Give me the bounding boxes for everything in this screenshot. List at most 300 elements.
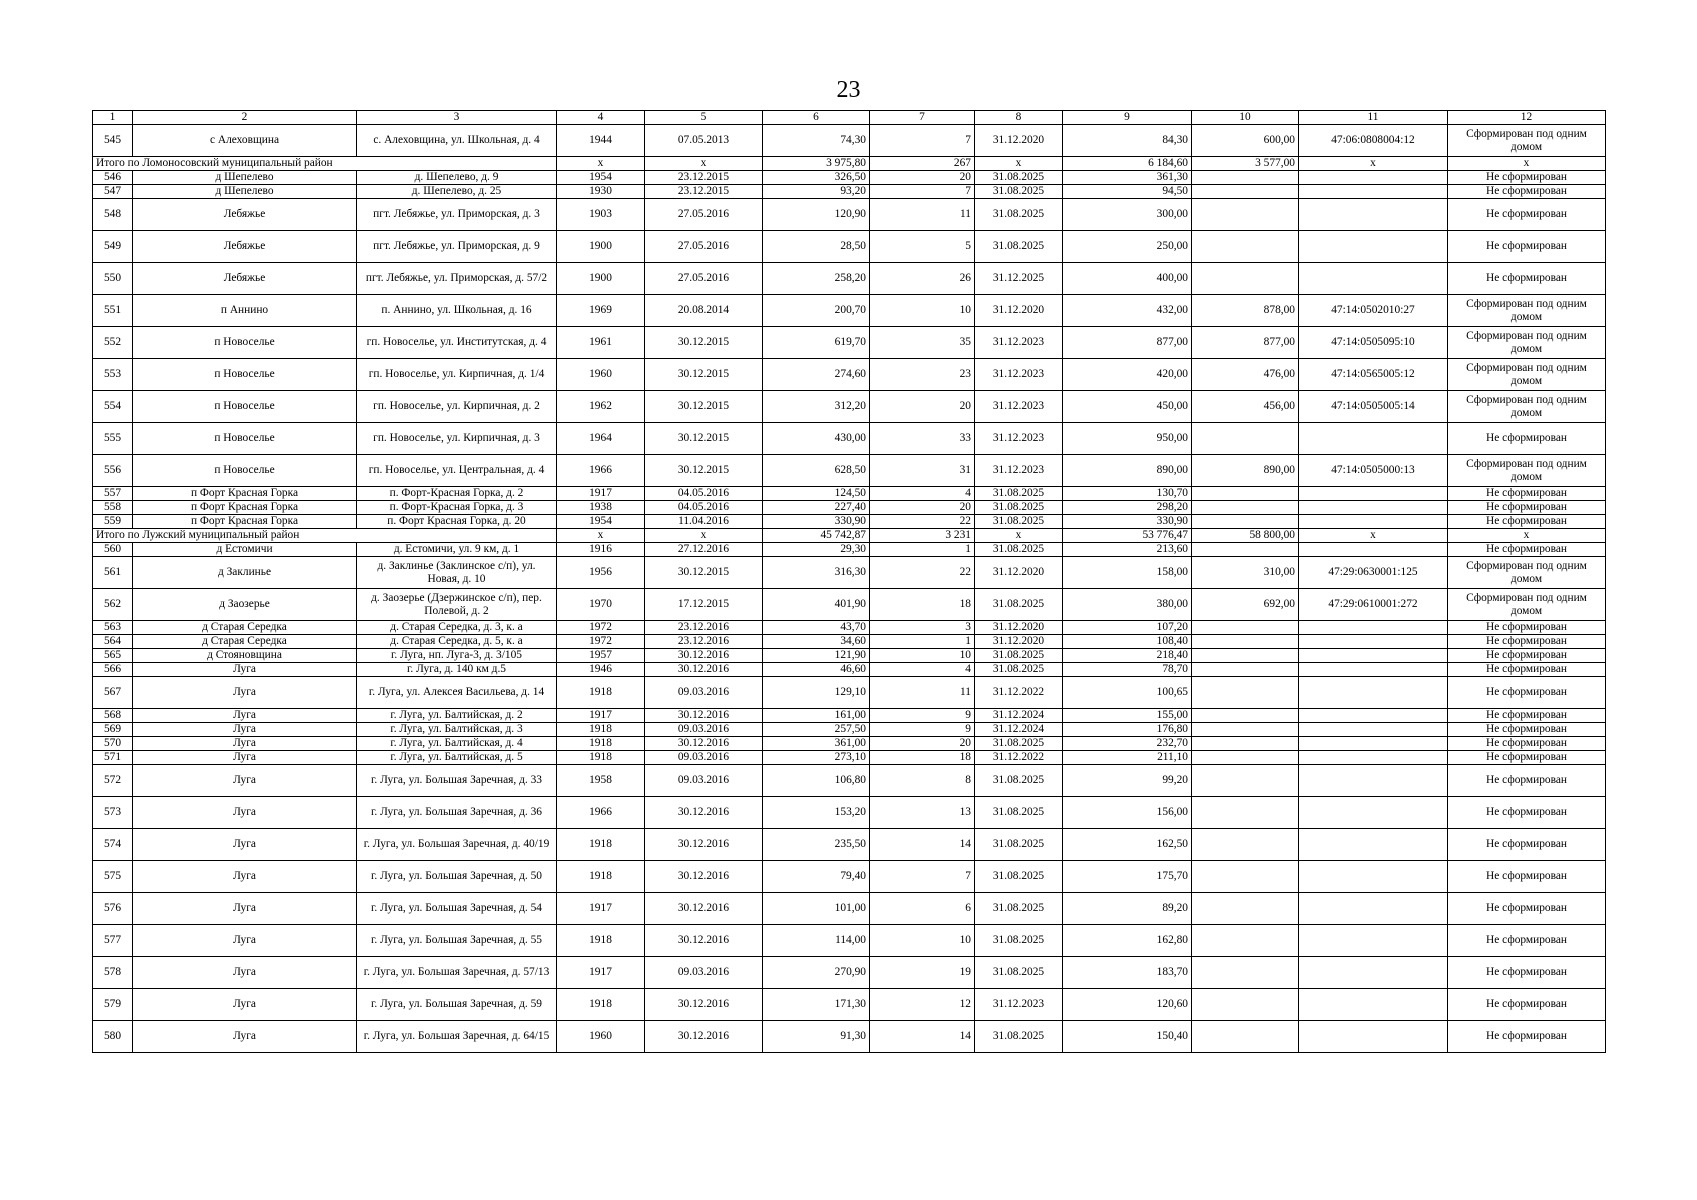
cell-land-area: [1192, 797, 1299, 829]
cell-cadastral-number: 47:29:0610001:272: [1299, 589, 1448, 621]
cell-year: 1964: [557, 423, 645, 455]
cell-num: 565: [93, 649, 133, 663]
cell-land-status: Не сформирован: [1448, 185, 1606, 199]
cell-settlement: д Заклинье: [133, 557, 357, 589]
cell-cadastral-number: [1299, 893, 1448, 925]
cell-area: 401,90: [763, 589, 870, 621]
cell-area: 330,90: [763, 515, 870, 529]
cell-residents: 35: [870, 327, 975, 359]
cell-cadastral-number: 47:29:0630001:125: [1299, 557, 1448, 589]
cell-residents: 1: [870, 635, 975, 649]
cell-residents: 7: [870, 861, 975, 893]
cell-address: д. Заозерье (Дзержинское с/п), пер. Полевой, д. 2: [357, 589, 557, 621]
cell-cost: 175,70: [1063, 861, 1192, 893]
cell-residents: 4: [870, 487, 975, 501]
cell-residents: 3: [870, 621, 975, 635]
cell-cost: 298,20: [1063, 501, 1192, 515]
cell-year: 1930: [557, 185, 645, 199]
cell-land-area: [1192, 829, 1299, 861]
cell-deadline: 31.08.2025: [975, 487, 1063, 501]
cell-year: 1918: [557, 989, 645, 1021]
cell-cost: 250,00: [1063, 231, 1192, 263]
cell-address: с. Алеховщина, ул. Школьная, д. 4: [357, 125, 557, 157]
table-row: [93, 557, 1606, 589]
table-row: [93, 185, 1606, 199]
cell-date: 09.03.2016: [645, 677, 763, 709]
table-row: [93, 263, 1606, 295]
cell-year: 1946: [557, 663, 645, 677]
cell-cadastral-number: [1299, 423, 1448, 455]
cell-land-area: 456,00: [1192, 391, 1299, 423]
table-row: [93, 171, 1606, 185]
cell-cost: 300,00: [1063, 199, 1192, 231]
table-row: [93, 1021, 1606, 1053]
cell-date: 30.12.2015: [645, 327, 763, 359]
cell-deadline: 31.08.2025: [975, 925, 1063, 957]
cell-address: г. Луга, д. 140 км д.5: [357, 663, 557, 677]
cell-cadastral-number: [1299, 925, 1448, 957]
cell-land-status: Не сформирован: [1448, 1021, 1606, 1053]
cell-land-status: Сформирован под одним домом: [1448, 359, 1606, 391]
cell-settlement: п Аннино: [133, 295, 357, 327]
cell-residents: 12: [870, 989, 975, 1021]
table-row: [93, 543, 1606, 557]
cell-deadline: 31.08.2025: [975, 1021, 1063, 1053]
cell-date: 30.12.2015: [645, 455, 763, 487]
cell-land-area: [1192, 765, 1299, 797]
column-header-address: 3: [357, 111, 557, 125]
cell-address: д. Естомичи, ул. 9 км, д. 1: [357, 543, 557, 557]
cell-num: 561: [93, 557, 133, 589]
cell-cost: 450,00: [1063, 391, 1192, 423]
cell-land-area: [1192, 501, 1299, 515]
cell-date: 30.12.2015: [645, 557, 763, 589]
cell-cadastral-number: [1299, 171, 1448, 185]
cell-num: 555: [93, 423, 133, 455]
cell-cost: 400,00: [1063, 263, 1192, 295]
cell-year: 1917: [557, 957, 645, 989]
cell-land-status: Не сформирован: [1448, 677, 1606, 709]
table-row: [93, 391, 1606, 423]
cell-cadastral-number: [1299, 263, 1448, 295]
cell-land-status: Не сформирован: [1448, 989, 1606, 1021]
cell-num: 545: [93, 125, 133, 157]
cell-settlement: п Форт Красная Горка: [133, 487, 357, 501]
cell-land-status: Не сформирован: [1448, 543, 1606, 557]
cell-cost: 156,00: [1063, 797, 1192, 829]
table-row: [93, 861, 1606, 893]
cell-year: 1970: [557, 589, 645, 621]
cell-cost: 120,60: [1063, 989, 1192, 1021]
total-cell-land-status: x: [1448, 529, 1606, 543]
cell-settlement: д Шепелево: [133, 185, 357, 199]
cell-cost: 158,00: [1063, 557, 1192, 589]
cell-land-area: [1192, 649, 1299, 663]
cell-area: 361,00: [763, 737, 870, 751]
cell-residents: 20: [870, 391, 975, 423]
total-cell-cost: 53 776,47: [1063, 529, 1192, 543]
cell-cost: 211,10: [1063, 751, 1192, 765]
cell-cadastral-number: [1299, 723, 1448, 737]
cell-land-status: Сформирован под одним домом: [1448, 557, 1606, 589]
cell-area: 101,00: [763, 893, 870, 925]
cell-date: 27.05.2016: [645, 263, 763, 295]
cell-settlement: Луга: [133, 893, 357, 925]
cell-num: 564: [93, 635, 133, 649]
cell-deadline: 31.08.2025: [975, 515, 1063, 529]
total-cell-deadline: x: [975, 157, 1063, 171]
cell-residents: 8: [870, 765, 975, 797]
cell-residents: 7: [870, 125, 975, 157]
cell-settlement: д Старая Середка: [133, 621, 357, 635]
cell-settlement: Луга: [133, 677, 357, 709]
cell-date: 30.12.2016: [645, 649, 763, 663]
table-row: [93, 621, 1606, 635]
cell-address: д. Старая Середка, д. 5, к. а: [357, 635, 557, 649]
cell-settlement: Луга: [133, 957, 357, 989]
cell-settlement: п Новоселье: [133, 391, 357, 423]
cell-address: г. Луга, нп. Луга-3, д. 3/105: [357, 649, 557, 663]
cell-address: г. Луга, ул. Большая Заречная, д. 57/13: [357, 957, 557, 989]
cell-address: г. Луга, ул. Алексея Васильева, д. 14: [357, 677, 557, 709]
cell-land-status: Не сформирован: [1448, 423, 1606, 455]
cell-cost: 218,40: [1063, 649, 1192, 663]
cell-residents: 10: [870, 649, 975, 663]
cell-address: г. Луга, ул. Большая Заречная, д. 54: [357, 893, 557, 925]
cell-year: 1918: [557, 925, 645, 957]
cell-cadastral-number: [1299, 751, 1448, 765]
cell-residents: 20: [870, 501, 975, 515]
cell-settlement: п Новоселье: [133, 423, 357, 455]
cell-area: 257,50: [763, 723, 870, 737]
cell-cost: 330,90: [1063, 515, 1192, 529]
cell-year: 1961: [557, 327, 645, 359]
cell-num: 546: [93, 171, 133, 185]
cell-residents: 33: [870, 423, 975, 455]
total-cell-deadline: x: [975, 529, 1063, 543]
cell-address: г. Луга, ул. Большая Заречная, д. 50: [357, 861, 557, 893]
cell-year: 1918: [557, 751, 645, 765]
cell-area: 28,50: [763, 231, 870, 263]
table-row: [93, 501, 1606, 515]
cell-num: 569: [93, 723, 133, 737]
cell-cadastral-number: [1299, 861, 1448, 893]
cell-deadline: 31.12.2023: [975, 455, 1063, 487]
cell-area: 153,20: [763, 797, 870, 829]
cell-residents: 5: [870, 231, 975, 263]
table-row: [93, 751, 1606, 765]
cell-land-status: Не сформирован: [1448, 621, 1606, 635]
cell-date: 30.12.2016: [645, 861, 763, 893]
cell-deadline: 31.08.2025: [975, 649, 1063, 663]
cell-settlement: д Шепелево: [133, 171, 357, 185]
cell-deadline: 31.08.2025: [975, 829, 1063, 861]
cell-settlement: Луга: [133, 829, 357, 861]
cell-land-area: [1192, 543, 1299, 557]
cell-address: д. Шепелево, д. 9: [357, 171, 557, 185]
cell-settlement: Луга: [133, 737, 357, 751]
total-row: [93, 157, 1606, 171]
cell-date: 27.05.2016: [645, 231, 763, 263]
cell-settlement: Луга: [133, 1021, 357, 1053]
cell-cadastral-number: [1299, 797, 1448, 829]
cell-year: 1917: [557, 709, 645, 723]
cell-cadastral-number: [1299, 765, 1448, 797]
cell-address: г. Луга, ул. Балтийская, д. 5: [357, 751, 557, 765]
cell-num: 558: [93, 501, 133, 515]
table-row: [93, 765, 1606, 797]
cell-land-status: Не сформирован: [1448, 957, 1606, 989]
cell-year: 1960: [557, 359, 645, 391]
cell-date: 07.05.2013: [645, 125, 763, 157]
cell-address: п. Форт-Красная Горка, д. 3: [357, 501, 557, 515]
cell-land-area: 692,00: [1192, 589, 1299, 621]
cell-land-status: Не сформирован: [1448, 893, 1606, 925]
page-number: 23: [836, 77, 861, 103]
cell-num: 554: [93, 391, 133, 423]
cell-address: д. Шепелево, д. 25: [357, 185, 557, 199]
table-row: [93, 663, 1606, 677]
total-cell-date: x: [645, 529, 763, 543]
cell-residents: 10: [870, 925, 975, 957]
cell-residents: 23: [870, 359, 975, 391]
cell-deadline: 31.08.2025: [975, 231, 1063, 263]
cell-cost: 150,40: [1063, 1021, 1192, 1053]
cell-deadline: 31.08.2025: [975, 797, 1063, 829]
cell-deadline: 31.08.2025: [975, 737, 1063, 751]
cell-land-area: 600,00: [1192, 125, 1299, 157]
cell-date: 23.12.2016: [645, 621, 763, 635]
cell-cadastral-number: [1299, 957, 1448, 989]
cell-date: 30.12.2016: [645, 893, 763, 925]
cell-year: 1918: [557, 737, 645, 751]
cell-residents: 6: [870, 893, 975, 925]
cell-deadline: 31.12.2020: [975, 621, 1063, 635]
cell-land-area: [1192, 957, 1299, 989]
cell-cost: 108,40: [1063, 635, 1192, 649]
cell-num: 550: [93, 263, 133, 295]
cell-area: 74,30: [763, 125, 870, 157]
cell-date: 09.03.2016: [645, 765, 763, 797]
cell-date: 04.05.2016: [645, 487, 763, 501]
cell-settlement: Луга: [133, 765, 357, 797]
cell-deadline: 31.08.2025: [975, 765, 1063, 797]
cell-cadastral-number: [1299, 621, 1448, 635]
table-row: [93, 957, 1606, 989]
cell-cost: 99,20: [1063, 765, 1192, 797]
cell-address: пгт. Лебяжье, ул. Приморская, д. 3: [357, 199, 557, 231]
cell-area: 46,60: [763, 663, 870, 677]
cell-cadastral-number: [1299, 989, 1448, 1021]
cell-cadastral-number: [1299, 515, 1448, 529]
cell-land-area: [1192, 263, 1299, 295]
cell-year: 1917: [557, 893, 645, 925]
cell-area: 124,50: [763, 487, 870, 501]
cell-land-status: Не сформирован: [1448, 635, 1606, 649]
cell-date: 30.12.2016: [645, 709, 763, 723]
cell-settlement: п Новоселье: [133, 327, 357, 359]
cell-address: д. Заклинье (Заклинское с/п), ул. Новая, д. 10: [357, 557, 557, 589]
cell-cadastral-number: 47:06:0808004:12: [1299, 125, 1448, 157]
cell-area: 235,50: [763, 829, 870, 861]
cell-cadastral-number: [1299, 737, 1448, 751]
cell-land-status: Не сформирован: [1448, 171, 1606, 185]
total-cell-date: x: [645, 157, 763, 171]
cell-residents: 14: [870, 1021, 975, 1053]
cell-date: 27.12.2016: [645, 543, 763, 557]
cell-area: 120,90: [763, 199, 870, 231]
cell-area: 312,20: [763, 391, 870, 423]
cell-cost: 78,70: [1063, 663, 1192, 677]
cell-settlement: Луга: [133, 709, 357, 723]
cell-area: 619,70: [763, 327, 870, 359]
cell-deadline: 31.08.2025: [975, 861, 1063, 893]
cell-year: 1900: [557, 263, 645, 295]
cell-residents: 7: [870, 185, 975, 199]
cell-deadline: 31.12.2023: [975, 423, 1063, 455]
cell-date: 23.12.2015: [645, 171, 763, 185]
cell-date: 20.08.2014: [645, 295, 763, 327]
cell-land-area: [1192, 989, 1299, 1021]
cell-settlement: п Новоселье: [133, 359, 357, 391]
cell-num: 559: [93, 515, 133, 529]
total-label: Итого по Ломоносовский муниципальный район: [93, 157, 557, 171]
column-header-date: 5: [645, 111, 763, 125]
cell-land-status: Не сформирован: [1448, 649, 1606, 663]
cell-residents: 26: [870, 263, 975, 295]
cell-deadline: 31.08.2025: [975, 893, 1063, 925]
cell-address: гп. Новоселье, ул. Центральная, д. 4: [357, 455, 557, 487]
cell-land-status: Не сформирован: [1448, 723, 1606, 737]
cell-residents: 20: [870, 737, 975, 751]
cell-deadline: 31.08.2025: [975, 663, 1063, 677]
cell-deadline: 31.12.2025: [975, 263, 1063, 295]
cell-residents: 11: [870, 199, 975, 231]
total-row: [93, 529, 1606, 543]
cell-address: г. Луга, ул. Балтийская, д. 4: [357, 737, 557, 751]
cell-settlement: д Естомичи: [133, 543, 357, 557]
column-header-land-status: 12: [1448, 111, 1606, 125]
cell-area: 161,00: [763, 709, 870, 723]
cell-residents: 11: [870, 677, 975, 709]
cell-cost: 361,30: [1063, 171, 1192, 185]
cell-year: 1917: [557, 487, 645, 501]
cell-area: 200,70: [763, 295, 870, 327]
cell-cadastral-number: [1299, 1021, 1448, 1053]
cell-land-area: [1192, 171, 1299, 185]
cell-land-status: Не сформирован: [1448, 861, 1606, 893]
cell-date: 30.12.2016: [645, 925, 763, 957]
cell-address: п. Форт Красная Горка, д. 20: [357, 515, 557, 529]
cell-address: г. Луга, ул. Большая Заречная, д. 55: [357, 925, 557, 957]
cell-address: г. Луга, ул. Большая Заречная, д. 36: [357, 797, 557, 829]
cell-land-area: [1192, 635, 1299, 649]
cell-cost: 183,70: [1063, 957, 1192, 989]
cell-deadline: 31.12.2022: [975, 751, 1063, 765]
cell-year: 1972: [557, 621, 645, 635]
cell-year: 1958: [557, 765, 645, 797]
cell-deadline: 31.08.2025: [975, 589, 1063, 621]
cell-date: 09.03.2016: [645, 751, 763, 765]
cell-cost: 420,00: [1063, 359, 1192, 391]
cell-land-status: Не сформирован: [1448, 737, 1606, 751]
cell-deadline: 31.08.2025: [975, 171, 1063, 185]
cell-cadastral-number: [1299, 829, 1448, 861]
cell-num: 560: [93, 543, 133, 557]
total-cell-land-area: 3 577,00: [1192, 157, 1299, 171]
cell-area: 121,90: [763, 649, 870, 663]
total-cell-area: 45 742,87: [763, 529, 870, 543]
cell-residents: 4: [870, 663, 975, 677]
table-row: [93, 677, 1606, 709]
registry-table: [92, 110, 1606, 1053]
cell-deadline: 31.12.2020: [975, 635, 1063, 649]
cell-deadline: 31.12.2023: [975, 989, 1063, 1021]
cell-land-status: Сформирован под одним домом: [1448, 391, 1606, 423]
table-row: [93, 709, 1606, 723]
cell-cost: 155,00: [1063, 709, 1192, 723]
total-cell-residents: 3 231: [870, 529, 975, 543]
cell-num: 568: [93, 709, 133, 723]
cell-residents: 31: [870, 455, 975, 487]
cell-cost: 950,00: [1063, 423, 1192, 455]
cell-cadastral-number: [1299, 487, 1448, 501]
cell-year: 1972: [557, 635, 645, 649]
cell-num: 578: [93, 957, 133, 989]
cell-residents: 9: [870, 723, 975, 737]
cell-cost: 213,60: [1063, 543, 1192, 557]
cell-address: г. Луга, ул. Большая Заречная, д. 64/15: [357, 1021, 557, 1053]
cell-settlement: п Форт Красная Горка: [133, 501, 357, 515]
total-cell-land-status: x: [1448, 157, 1606, 171]
cell-cadastral-number: 47:14:0505005:14: [1299, 391, 1448, 423]
cell-area: 93,20: [763, 185, 870, 199]
cell-deadline: 31.12.2022: [975, 677, 1063, 709]
cell-settlement: Луга: [133, 989, 357, 1021]
cell-land-status: Не сформирован: [1448, 709, 1606, 723]
table-row: [93, 423, 1606, 455]
cell-address: пгт. Лебяжье, ул. Приморская, д. 9: [357, 231, 557, 263]
table-row: [93, 737, 1606, 751]
cell-address: г. Луга, ул. Большая Заречная, д. 33: [357, 765, 557, 797]
cell-cadastral-number: [1299, 677, 1448, 709]
cell-land-area: 877,00: [1192, 327, 1299, 359]
cell-residents: 22: [870, 515, 975, 529]
cell-land-area: [1192, 621, 1299, 635]
table-row: [93, 327, 1606, 359]
cell-date: 23.12.2015: [645, 185, 763, 199]
cell-residents: 19: [870, 957, 975, 989]
cell-date: 30.12.2015: [645, 423, 763, 455]
cell-cost: 107,20: [1063, 621, 1192, 635]
cell-deadline: 31.12.2023: [975, 327, 1063, 359]
total-cell-cadastral-number: x: [1299, 529, 1448, 543]
cell-land-status: Не сформирован: [1448, 751, 1606, 765]
cell-residents: 10: [870, 295, 975, 327]
cell-land-status: Не сформирован: [1448, 501, 1606, 515]
cell-year: 1916: [557, 543, 645, 557]
column-header-num: 1: [93, 111, 133, 125]
cell-land-status: Не сформирован: [1448, 829, 1606, 861]
cell-land-area: 890,00: [1192, 455, 1299, 487]
cell-cadastral-number: [1299, 231, 1448, 263]
cell-num: 576: [93, 893, 133, 925]
cell-year: 1954: [557, 515, 645, 529]
cell-area: 129,10: [763, 677, 870, 709]
cell-cadastral-number: [1299, 501, 1448, 515]
cell-land-area: [1192, 1021, 1299, 1053]
cell-num: 571: [93, 751, 133, 765]
